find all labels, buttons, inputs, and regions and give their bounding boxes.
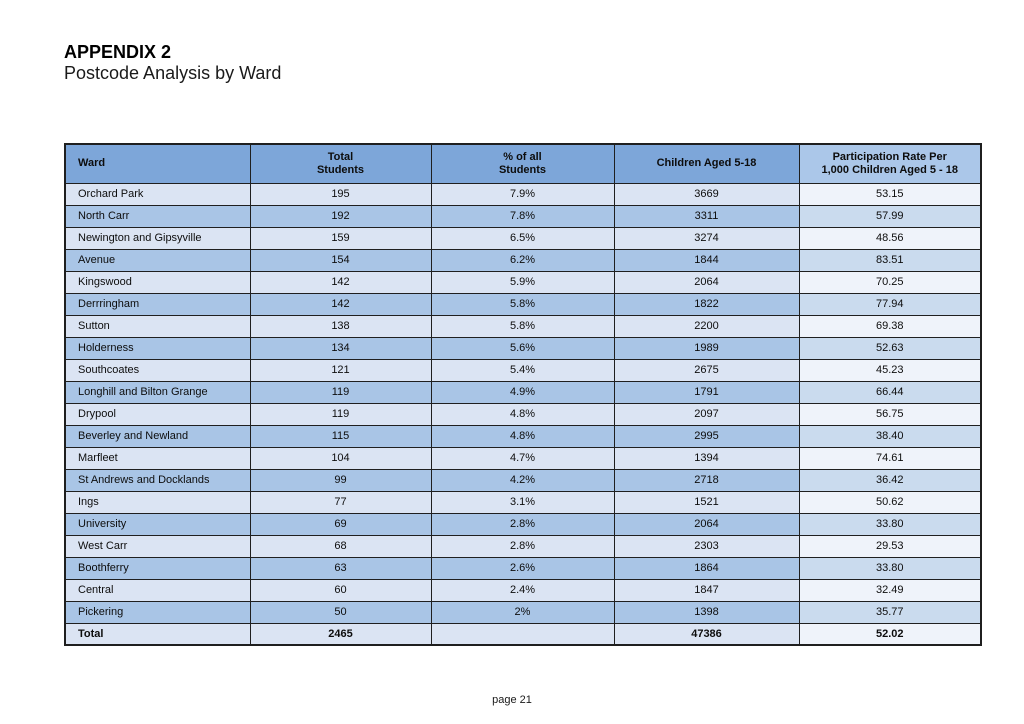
- postcode-analysis-table: [64, 143, 982, 646]
- children-cell: 2064: [614, 271, 799, 293]
- total-students-cell: 142: [250, 271, 431, 293]
- children-cell: 1864: [614, 557, 799, 579]
- header-participation-rate: [799, 144, 981, 183]
- children-cell: 3669: [614, 183, 799, 205]
- ward-cell: Ings: [65, 491, 250, 513]
- ward-cell: Central: [65, 579, 250, 601]
- ward-cell: Orchard Park: [65, 183, 250, 205]
- ward-cell: Drypool: [65, 403, 250, 425]
- total-students-cell: 115: [250, 425, 431, 447]
- rate-cell: 45.23: [799, 359, 981, 381]
- rate-cell: 38.40: [799, 425, 981, 447]
- table-row: [65, 205, 981, 227]
- percent-cell: 4.2%: [431, 469, 614, 491]
- total-students-cell: 119: [250, 403, 431, 425]
- total-students-cell: 159: [250, 227, 431, 249]
- table-header: [65, 144, 981, 183]
- table-row: [65, 271, 981, 293]
- percent-cell: 5.8%: [431, 293, 614, 315]
- percent-cell: 5.9%: [431, 271, 614, 293]
- total-students-cell: 77: [250, 491, 431, 513]
- rate-cell: 50.62: [799, 491, 981, 513]
- total-students-cell: 195: [250, 183, 431, 205]
- header-participation-rate-line1: Participation Rate Per: [832, 150, 947, 163]
- total-students-cell: 104: [250, 447, 431, 469]
- ward-cell: North Carr: [65, 205, 250, 227]
- header-children-aged: [614, 144, 799, 183]
- rate-cell: 32.49: [799, 579, 981, 601]
- document-header: [64, 42, 281, 84]
- total-students-cell: 192: [250, 205, 431, 227]
- header-percent-students-line1: % of all: [503, 150, 542, 163]
- header-total-students-line1: Total: [327, 150, 354, 163]
- rate-cell: 57.99: [799, 205, 981, 227]
- total-students-cell: 134: [250, 337, 431, 359]
- children-cell: 3311: [614, 205, 799, 227]
- children-cell: 2200: [614, 315, 799, 337]
- children-cell: 1394: [614, 447, 799, 469]
- header-children-aged-label: Children Aged 5-18: [656, 157, 757, 170]
- table-row: [65, 183, 981, 205]
- ward-cell: University: [65, 513, 250, 535]
- children-cell: 1989: [614, 337, 799, 359]
- children-cell: 1791: [614, 381, 799, 403]
- percent-cell: 7.9%: [431, 183, 614, 205]
- ward-cell: Kingswood: [65, 271, 250, 293]
- table-row: [65, 249, 981, 271]
- rate-cell: 53.15: [799, 183, 981, 205]
- ward-cell: Pickering: [65, 601, 250, 623]
- children-cell: 1521: [614, 491, 799, 513]
- total-percent-cell: [431, 623, 614, 645]
- table-row: [65, 513, 981, 535]
- percent-cell: 3.1%: [431, 491, 614, 513]
- children-cell: 2097: [614, 403, 799, 425]
- percent-cell: 6.5%: [431, 227, 614, 249]
- total-students-cell: 2465: [250, 623, 431, 645]
- rate-cell: 33.80: [799, 513, 981, 535]
- total-students-cell: 69: [250, 513, 431, 535]
- ward-cell: Sutton: [65, 315, 250, 337]
- table-row: [65, 579, 981, 601]
- children-cell: 1398: [614, 601, 799, 623]
- header-row: [65, 144, 981, 183]
- rate-cell: 35.77: [799, 601, 981, 623]
- rate-cell: 77.94: [799, 293, 981, 315]
- table-row: [65, 425, 981, 447]
- percent-cell: 2.8%: [431, 513, 614, 535]
- ward-cell: Derrringham: [65, 293, 250, 315]
- rate-cell: 83.51: [799, 249, 981, 271]
- table-footer: [65, 623, 981, 645]
- total-row: [65, 623, 981, 645]
- table-row: [65, 227, 981, 249]
- table-row: [65, 381, 981, 403]
- percent-cell: 2.8%: [431, 535, 614, 557]
- table-row: [65, 601, 981, 623]
- rate-cell: 52.63: [799, 337, 981, 359]
- ward-cell: Beverley and Newland: [65, 425, 250, 447]
- table-row: [65, 315, 981, 337]
- total-label-cell: Total: [65, 623, 250, 645]
- rate-cell: 74.61: [799, 447, 981, 469]
- total-students-cell: 119: [250, 381, 431, 403]
- children-cell: 1822: [614, 293, 799, 315]
- total-students-cell: 68: [250, 535, 431, 557]
- table-row: [65, 337, 981, 359]
- ward-cell: St Andrews and Docklands: [65, 469, 250, 491]
- percent-cell: 5.4%: [431, 359, 614, 381]
- total-students-cell: 50: [250, 601, 431, 623]
- percent-cell: 5.6%: [431, 337, 614, 359]
- percent-cell: 4.8%: [431, 425, 614, 447]
- children-cell: 3274: [614, 227, 799, 249]
- header-percent-students-line2: Students: [498, 163, 547, 176]
- page-title: APPENDIX 2: [64, 42, 172, 62]
- header-percent-students: [431, 144, 614, 183]
- percent-cell: 4.9%: [431, 381, 614, 403]
- table-row: [65, 469, 981, 491]
- ward-cell: Marfleet: [65, 447, 250, 469]
- children-cell: 2064: [614, 513, 799, 535]
- total-students-cell: 63: [250, 557, 431, 579]
- rate-cell: 29.53: [799, 535, 981, 557]
- children-cell: 2718: [614, 469, 799, 491]
- rate-cell: 70.25: [799, 271, 981, 293]
- children-cell: 2303: [614, 535, 799, 557]
- page-number: page 21: [492, 694, 532, 706]
- children-cell: 2675: [614, 359, 799, 381]
- table-row: [65, 293, 981, 315]
- table-body: [65, 183, 981, 623]
- ward-cell: Avenue: [65, 249, 250, 271]
- percent-cell: 7.8%: [431, 205, 614, 227]
- ward-cell: Newington and Gipsyville: [65, 227, 250, 249]
- percent-cell: 6.2%: [431, 249, 614, 271]
- header-ward: [65, 144, 250, 183]
- rate-cell: 66.44: [799, 381, 981, 403]
- percent-cell: 2.4%: [431, 579, 614, 601]
- percent-cell: 2%: [431, 601, 614, 623]
- header-total-students: [250, 144, 431, 183]
- ward-cell: Holderness: [65, 337, 250, 359]
- percent-cell: 4.8%: [431, 403, 614, 425]
- children-cell: 1847: [614, 579, 799, 601]
- children-cell: 2995: [614, 425, 799, 447]
- percent-cell: 5.8%: [431, 315, 614, 337]
- total-students-cell: 142: [250, 293, 431, 315]
- ward-cell: West Carr: [65, 535, 250, 557]
- total-students-cell: 154: [250, 249, 431, 271]
- table-row: [65, 535, 981, 557]
- table-row: [65, 359, 981, 381]
- ward-cell: Longhill and Bilton Grange: [65, 381, 250, 403]
- header-ward-label: Ward: [78, 157, 106, 170]
- table-row: [65, 557, 981, 579]
- rate-cell: 48.56: [799, 227, 981, 249]
- total-children-cell: 47386: [614, 623, 799, 645]
- total-students-cell: 121: [250, 359, 431, 381]
- table-row: [65, 447, 981, 469]
- percent-cell: 4.7%: [431, 447, 614, 469]
- ward-cell: Southcoates: [65, 359, 250, 381]
- rate-cell: 36.42: [799, 469, 981, 491]
- header-total-students-line2: Students: [316, 163, 365, 176]
- total-rate-cell: 52.02: [799, 623, 981, 645]
- page-subtitle: Postcode Analysis by Ward: [64, 63, 282, 83]
- total-students-cell: 138: [250, 315, 431, 337]
- rate-cell: 33.80: [799, 557, 981, 579]
- table-row: [65, 403, 981, 425]
- children-cell: 1844: [614, 249, 799, 271]
- rate-cell: 69.38: [799, 315, 981, 337]
- total-students-cell: 99: [250, 469, 431, 491]
- header-participation-rate-line2: 1,000 Children Aged 5 - 18: [821, 163, 959, 176]
- total-students-cell: 60: [250, 579, 431, 601]
- ward-cell: Boothferry: [65, 557, 250, 579]
- percent-cell: 2.6%: [431, 557, 614, 579]
- table-row: [65, 491, 981, 513]
- rate-cell: 56.75: [799, 403, 981, 425]
